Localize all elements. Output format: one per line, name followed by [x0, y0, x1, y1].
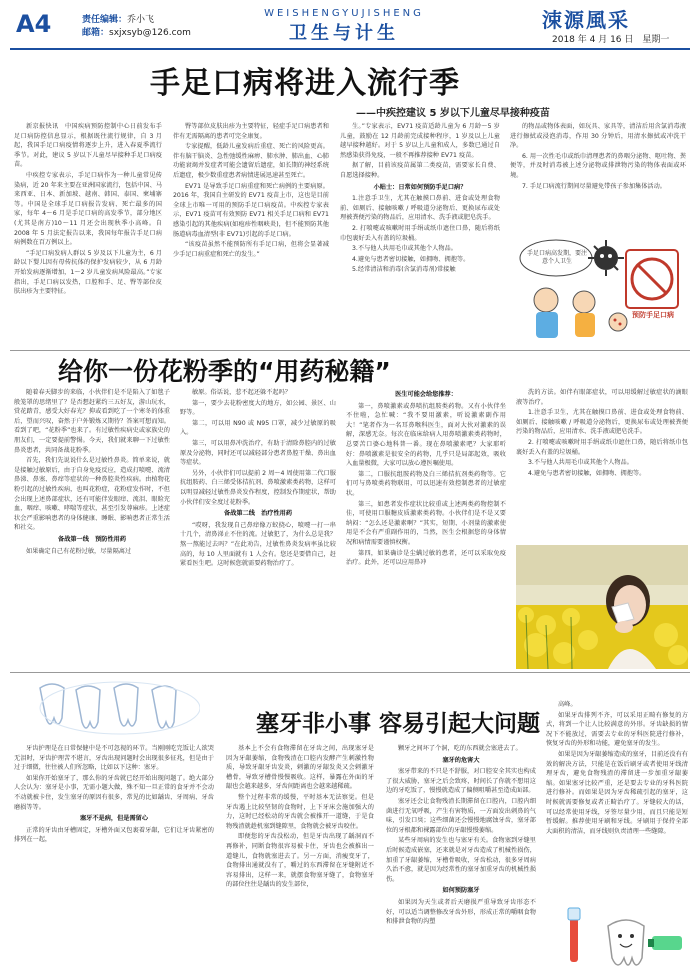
paragraph: 敏原。俗话说，惹不起还躲不起吗？	[192, 389, 291, 396]
paragraph: 第二，可以用 N90 或 N95 口罩，减少过敏原的吸入。	[180, 419, 336, 437]
article3-column-2	[226, 744, 374, 976]
paragraph: 中疾控专家表示，手足口病作为一种儿童常见传染病，近 20 年来主要在亚洲国家流行，包括中国、马来西亚、日本、新加坡、越南、韩国、泰国、柬埔寨等。中国是全球手足口病报告发病、死亡最多的国家，每年 4～6 月是手足口病的高发季节，部分地区(尤其是南方)10～11 月还会出现秋季小高峰。自 2008 年 5 月法定报告以来，我国每年报告手足口病病例数在百万例以上。	[14, 171, 162, 247]
paragraph: 颗牙之间坏了个洞，吃的东西就会塞进去了。	[398, 745, 522, 752]
article3-column-3	[386, 744, 536, 976]
toothbrush-svg	[556, 906, 688, 976]
paragraph: 2. 打喷嚏或咳嗽时用手绢或纸巾遮住口鼻，随后将纸巾包裹好丢入有盖的垃圾桶。	[340, 224, 500, 242]
subsection-heading: 如何预防塞牙	[442, 887, 480, 895]
paragraph: “哎呀，我发现自己鼻痒像万蚁挠心，喷嚏一打一串十几个，清鼻涕止不住的流。过敏犯了，为什么总是我？熬一熬能过去吗？”在此劝告，过敏性鼻炎发病率虽比较高的，每 10 人里面就有 1 人会有。您还是要借自己，赶紧看医生吧。这时候您就需要药物治疗了。	[180, 521, 336, 568]
article2-column-2	[180, 388, 336, 668]
article1-column-1	[14, 122, 162, 347]
article1-column-3	[340, 122, 500, 347]
tips-heading: 小贴士：日常如何预防手足口病？	[373, 183, 467, 191]
section-divider	[10, 350, 690, 351]
article2-column-4	[516, 388, 688, 538]
paragraph: 1.注意手卫生，尤其在触摸口鼻前、进食或处理食物前、如厕后、接触咳嗽 / 呼吸道分泌物后，更换尿布或处理被粪便污染的物品后，应用清水、洗手液或肥皂洗手。	[516, 409, 688, 436]
paragraph: 第一，要少去花粉密度大的地方，如公园、景区、山野等。	[180, 399, 336, 417]
newspaper-brand: 涑源風采	[542, 8, 630, 32]
paragraph: “该疫苗虽然不能预防所有手足口病，但将会显著减少手足口病重症和死亡的发生。”	[173, 241, 329, 258]
toothbrush-cartoon	[556, 906, 688, 976]
paragraph: 基本上不会有食物滞留在牙齿之间，出现塞牙是因为牙龈萎缩，食物残渣在口腔内发酵产生刺激性物质，导致牙龈牙齿发炎，刺激的牙龈发炎又会刺激牙槽骨，导致牙槽骨慢慢吸收。这样，暴露在外面的牙龈也会越来越多，牙齿间距离也会越来越稀疏。	[226, 745, 374, 791]
article3-headline: 塞牙非小事 容易引起大问题	[256, 711, 541, 737]
paragraph: 7. 手足口病流行期间尽量避免带孩子参加集体活动。	[522, 182, 666, 190]
article1-column-4	[510, 122, 686, 232]
paragraph: 的物品或物体表面，如玩具、家具等，清洁后用含氯消毒液进行擦拭或浸泡消毒，作用 30 分钟后，用清水擦拭或冲洗干净。	[510, 123, 686, 150]
paragraph: 第一，鼻喷激素或鼻喷抗组胺类药物。又有小伙伴坐不住啦，急忙喊：“我不要用激素，听说激素副作用大！”笔者作为一名耳鼻喉科医生，面对大伙对激素的误解，深感无奈。每次在临床给病人用鼻喷激素类药物时，总要苦口婆心地科普一番。现在鼻喷激素吧？大家耶听好：鼻喷激素是很安全的药物，几乎只是局部起效，吸收入血量极微，大家可以放心遵医嘱使用。	[346, 402, 506, 468]
masthead	[0, 0, 700, 50]
article2-column-3	[346, 388, 506, 668]
teeth-illustration	[30, 678, 200, 738]
article2-headline: 给你一份花粉季的“用药秘籍”	[58, 357, 391, 386]
subsection-heading: 医生可能会给您推荐：	[395, 391, 457, 398]
section-pinyin: WEISHENGYUJISHENG	[264, 8, 424, 19]
editor-label: 责任编辑：	[82, 15, 128, 25]
paragraph: 正常的牙齿由牙槽固定，牙槽外面又包裹着牙龈，它们让牙齿紧密的排列在一起，	[14, 826, 214, 844]
paragraph: 3.不与他人共用毛巾或其他个人物品。	[352, 245, 457, 253]
article1-subhead: ——中疾控建议 5 岁以下儿童尽早接种疫苗	[356, 108, 550, 119]
issue-date: 2018 年 4 月 16 日 星期一	[552, 35, 670, 45]
paragraph: 专家提醒，低龄儿童发病后重症、死亡的风险更高。伴有脑干脑炎、急性弛缓性麻痹、肺水肿、肺出血、心肺功能衰竭并发症者可能会遗留后遗症，如长期的神经系统后遗症，极少数重症患者病情进展迅速甚至死亡。	[173, 143, 329, 179]
editor-info	[82, 14, 191, 40]
paragraph: EV71 是导致手足口病重症和死亡病例的主要病原。2016 年，我国自主研发的 EV71 疫苗上市，这也是目前全球上市唯一可用的预防手足口病疫苗。中疾控专家表示，EV71 疫苗可有效预防 EV71 相关手足口病和 EV71 感染引起的其他疾病(如疱疹性咽峡炎)，但不能预防其他肠道病毒血清型(非 EV71)引起的手足口病。	[173, 182, 329, 238]
subsection-heading: 备战第一线 预防性用药	[57, 535, 127, 543]
paragraph: 第四，如果确诊是尘螨过敏的患者，还可以采取免疫治疗。此外，还可以应用鼻冲	[346, 549, 506, 567]
paragraph: 随着春天脚步的来临，小伙伴们是不是陷入了如毯子般笼罩的思绪里了？是否想赶紧约三五好友，游山玩水，赏花踏青，感受大好春光？抑或看到吃了一个寒冬的体重后，望而兴叹，奋然于户外锻炼又期待？答案可想而知。看到了吧，“花粉季”也来了。有过敏性疾病史或家族史的朋友们，一定要提前警惕。今天，我们就来聊一下过敏性鼻炎患者，共同备战花粉季。	[14, 389, 170, 454]
paragraph: 生。”专家表示，EV71 疫苗适龄儿童为 6 月龄～5 岁儿童，鼓励在 12 月龄前完成接种程序，1 岁及以上儿童越早接种越好。对于 5 岁以上儿童和成人，多数已通过自然感染获得免疫，一般不再推荐接种 EV71 疫苗。	[340, 123, 500, 159]
paragraph: 即便您的牙齿没松动，但是牙齿出现了龋洞而不再修补，同断食物很容易被卡住，牙齿也会被推出一道缝儿，食物就塞进去了。另一方面，消瘦变牙了，食物排出通就没有了，嚼过的东西滞留在牙缝附近不容易排出，这样一来，就摆食物塞牙缝了，食物塞牙的部位往往是龋齿的发生部位，	[226, 833, 374, 889]
paragraph: 塞牙还会让食物残渣长期滞留在口腔内，口腔内细菌进行无氧呼吸，产生有害物质，一方面发出刺鼻的气味，引发口臭；这些细菌还会慢慢地腐蚀牙齿，塞牙部位的牙根都和裸露部位的牙龈慢慢萎缩。	[386, 797, 536, 834]
header-rule	[10, 48, 690, 50]
article2-column-1	[14, 388, 170, 668]
paragraph: 牙齿护理是在日常保健中是不可忽视的环节。当刚刚吃完饭让人欲哭无泪时，牙齿护理苦不堪言，牙齿出现问题时会出现很多征兆，但是由于过于细微，往往被人们所忽略，比如以下这种：塞牙。	[14, 745, 214, 772]
paragraph: 如果牙齿排列不齐，可以采用正畸有修复的方式，将到一个让人比较满意的外形。牙齿缺损的情况下不能放过，需要去专业的牙科医院进行修补，恢复牙齿的外形和功能，避免塞牙的发生。	[546, 711, 688, 748]
paragraph: 1.注意手卫生，尤其在触摸口鼻前、进食或处理食物前、如厕后、接触咳嗽 / 呼吸道分泌物后、更换尿布或处理被粪便污染的物品后，应用清水、洗手液或肥皂洗手。	[340, 195, 500, 222]
paragraph: 第二，口服抗组胺药物及白三烯拮抗剂类药物等。它们可与鼻喷类药物联用，可以迅速有效控制患者的过敏症状。	[346, 470, 506, 497]
hfmd-cartoon-illustration	[518, 236, 684, 344]
paragraph: 另外，小伙伴们可以提前 2 周～4 周使用第二代口服抗组胺药、白三烯受体拮抗剂、鼻喷激素类药物，这样可以明显减轻过敏性鼻炎发作程度，控制发作期症状，帮助小伙伴们安全度过花粉季。	[180, 469, 336, 506]
pollen-photo-svg	[516, 545, 688, 669]
paragraph: 塞牙带来的不只是不舒服，对口腔安全其实也构成了很大威胁，塞牙之后会致疼，时间长了你就不想用这边的牙吃饭了，慢慢就造成了偏侧咀嚼甚至造成面部。	[386, 768, 536, 795]
paragraph: 某些牙周病的发生也与塞牙有关。食物塞到牙缝里后时候造成嵌塞，还来就是对牙齿造成了机械性损伤，加重了牙龈萎缩，牙槽骨吸收，牙齿松动，很多牙周病久治不愈，就是因为经常性的塞牙加重牙齿的机械性损伤。	[386, 837, 536, 883]
pollen-allergy-photo	[516, 545, 688, 669]
paragraph: 2. 打喷嚏或咳嗽时用手绢或纸巾遮住口鼻，随后将纸巾包裹好丢入有盖的垃圾桶。	[516, 438, 688, 456]
paragraph: 第三，可以用鼻冲洗治疗，有助于清除鼻腔内的过敏原及分泌物，同时还可以减轻部分患者鼻腔干燥、鼻出血等症状。	[180, 439, 336, 467]
email-label: 邮箱：	[82, 28, 110, 38]
paragraph: 整个过程非常的缓慢，平时基本无法察觉。但是牙齿遇上比较坚韧的食物时，上下牙床会施加强大的力，这时已经松动的牙齿就会被推开一道缝，于是食物残渣就趁机塞到缝隙里，食物就会被牙齿咬住。	[226, 793, 374, 830]
article3-column-4	[546, 700, 688, 904]
teeth-svg	[30, 678, 200, 738]
paragraph: 如果你开始塞牙了，那么你的牙齿就已经开始出现问题了。绝大部分人会认为：塞牙是小事，无需小题大做，殊不知一旦正常的食牙并不会动不动就被卡住，发生塞牙的原因有很多，常见的比如龋齿、牙周病、牙齿磨损等等。	[14, 774, 214, 811]
paragraph: 如果是因为牙龈萎缩造成的塞牙，目前还没有有效的解决方法，只能是在饭后刷牙或者使用牙线清理牙齿，避免食物残渣的滞留进一步加重牙龈萎缩。如果塞牙比较严重，还是要去专业的牙科医院进行修补。而如果是因为牙齿稀疏引起的塞牙，这时候就需要修复或者正畸治疗了。牙缝较大的话，可以经常使用牙线，牙签尽量少用，而且只能是短暂缓解。推荐使用牙刷和牙线。牙刷用于保持全部大面积的清洁，而牙线则负责清理一些缝隙。	[546, 750, 688, 835]
section-divider	[10, 672, 690, 673]
cartoon-bubble-text: 手足口病高发期，要注意个人卫生	[526, 250, 587, 265]
paragraph: 3.不与他人共用毛巾或其他个人物品。	[528, 459, 633, 467]
page-number: A4	[16, 10, 52, 38]
article3-column-1	[14, 744, 214, 976]
article1-headline: 手足口病将进入流行季	[150, 66, 460, 101]
article1-column-2	[173, 122, 329, 347]
subsection-heading: 塞牙不是病，但是需留心	[79, 815, 149, 823]
paragraph: 首先，我们先说说什么是过敏性鼻炎。简单来说，就是接触过敏原后，由于自身免疫反应，造成打喷嚏、流清鼻涕、鼻塞、鼻痒等症状的一种鼻腔炎性疾病。由植物花粉引起的过敏性疾病，也叫花粉症，花粉症发作时，不但会出现上述鼻部症状，还有可能伴发眼痒、流泪、眼睑充血，咽痒、咳嗽、哮喘等症状，甚至引发荨麻疹。上述症状会严重影响患者的身体健康、睡眠、影响患者正常生活和社交。	[14, 457, 170, 532]
paragraph: 4.避免与患者密切接触，如拥吻、拥抱等。	[528, 469, 646, 477]
paragraph: 如果因为天生或者后天磨损严重导致牙齿形态不好，可以适当调整修改牙齿外形，形成正常的嚼咽食物和排泄食物的沟塑	[386, 898, 536, 926]
editor-name: 乔小飞	[127, 15, 155, 25]
paragraph: 臀等部位皮肤出疹为主要特征，轻症手足口病患者和伴有无需隔离的患者可完全康复。	[173, 123, 329, 140]
paragraph: 据了解，目前该疫苗属第二类疫苗，需要家长自费、自愿选择接种。	[340, 162, 500, 179]
subsection-heading: 塞牙的危害大	[442, 756, 480, 764]
paragraph: 新京报快讯 中国疾病预防控制中心日前发布手足口病防控信息显示，根据既往流行规律，自 3 月起，我国手足口病疫情将逐步上升，进入春夏季流行季节。对此，建议 5 岁以下儿童尽早接种手足口病疫苗。	[14, 123, 162, 169]
paragraph: 5.经常清洁和消毒(含氯消毒剂)常接触	[352, 266, 456, 274]
paragraph: 洗的方法。如伴有眼部症状，可以用缓解过敏症状的滴眼液等治疗。	[516, 389, 688, 406]
paragraph: 4.避免与患者密切接触，如拥吻、拥抱等。	[352, 255, 470, 263]
editor-email[interactable]: sxjxsyb@126.com	[109, 28, 191, 38]
paragraph: 6. 用一次性毛巾或纸巾清理患者的鼻咽分泌物、呕吐物、粪便等，并及时消毒被上述分泌物或排泄物污染的物体表面或环境。	[510, 152, 686, 179]
cartoon-poster-text: 预防手足口病	[632, 311, 674, 319]
paragraph: 第三，如患者发作症状比较重或上述两类药物控制不佳，可使用口服糖皮质激素类药物。小伙伴们是不是又要纳闷：“怎么还是激素啊？”其实，短期、小剂量的激素使用是不会有严重副作用的，当然，医生会根据您的身体情况和病情需要谨慎权衡。	[346, 500, 506, 546]
paragraph: “手足口病发病人群以 5 岁及以下儿童为主，6 月龄以下婴儿因有母传抗体的保护发病较少，从 6 月龄开始发病逐渐增加，1～2 岁儿童发病风险最高。”专家指出，手足口病以发热，口腔和手、足、臀等部位皮肤出疹为主要特征。	[14, 249, 162, 296]
subsection-heading: 备战第二线 治疗性用药	[223, 510, 293, 518]
paragraph: 如果确定自己有花粉过敏，尽量隔离过	[26, 547, 132, 555]
paragraph: 高峰。	[558, 701, 577, 708]
section-title	[244, 8, 444, 45]
section-name: 卫生与计生	[289, 23, 399, 44]
